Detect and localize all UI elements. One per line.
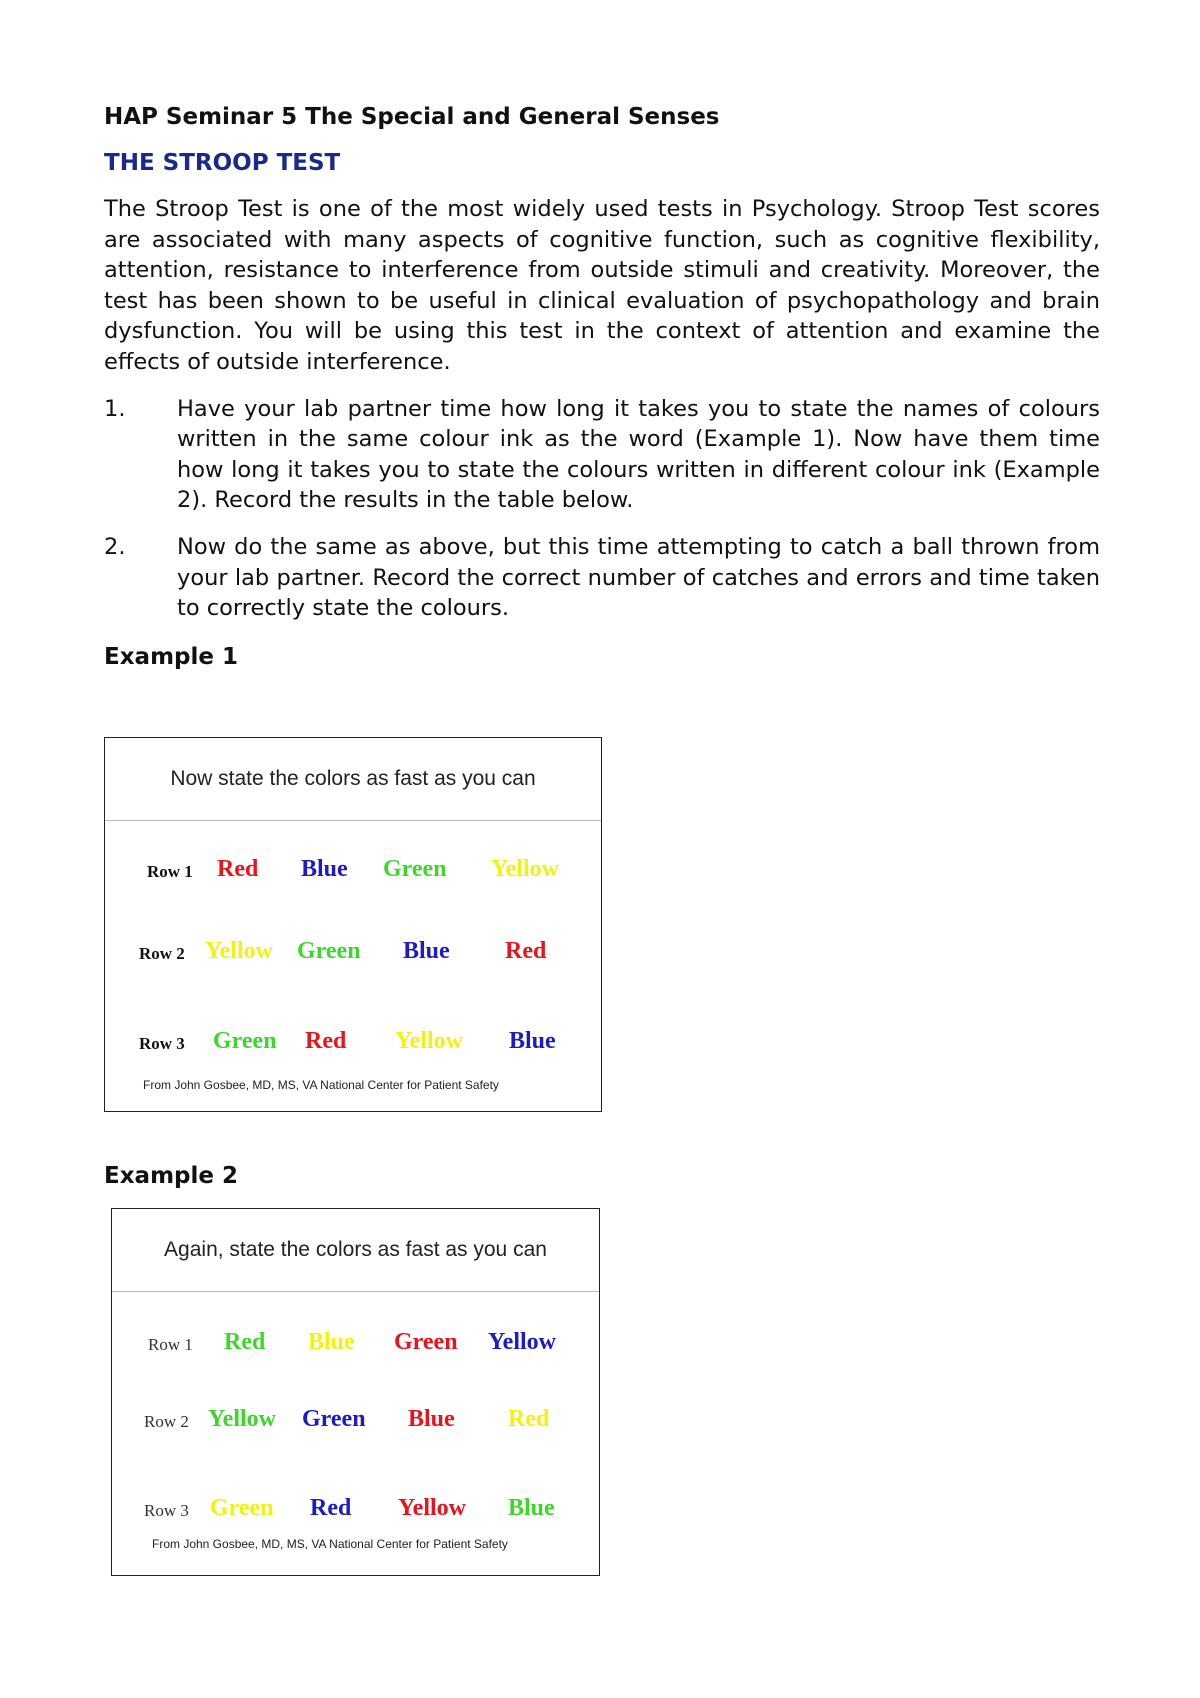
stroop-word: Yellow	[398, 1495, 466, 1521]
row-label: Row 3	[144, 1501, 189, 1520]
stroop-word: Red	[508, 1406, 550, 1432]
stroop-word: Blue	[308, 1329, 355, 1355]
example-2-title: Example 2	[104, 1163, 238, 1189]
stroop-word: Yellow	[208, 1406, 276, 1432]
stroop-word: Blue	[509, 1028, 556, 1054]
stroop-word: Yellow	[488, 1329, 556, 1355]
document-body	[104, 102, 1100, 640]
stroop-word: Green	[302, 1406, 366, 1432]
stroop-word: Green	[213, 1028, 277, 1054]
stroop-example-2-figure	[111, 1208, 600, 1576]
figure-credit: From John Gosbee, MD, MS, VA National Center for Patient Safety	[143, 1078, 499, 1092]
intro-paragraph: The Stroop Test is one of the most widely used tests in Psychology. Stroop Test scores are associated with many aspects of cognitive function, such as cognitive flexibility, attention, resistance to interference from outside stimuli and creativity. Moreover, the test has been shown to be useful in clinical evaluation of psychopathology and brain dysfunction. You will be using this test in the context of attention and examine the effects of outside interference.	[104, 196, 1100, 375]
stroop-word: Red	[224, 1329, 266, 1355]
stroop-word: Yellow	[491, 856, 559, 882]
list-item	[104, 532, 1100, 624]
list-item-text: Have your lab partner time how long it takes you to state the names of colours written in the same colour ink as the word (Example 1). Now have them time how long it takes you to state the colours written in different colour ink (Example 2). Record the results in the table below.	[177, 395, 1100, 514]
page-title: HAP Seminar 5 The Special and General Senses	[104, 104, 720, 130]
stroop-word: Red	[505, 938, 547, 964]
stroop-word: Yellow	[395, 1028, 463, 1054]
list-item-number: 2.	[104, 533, 126, 560]
stroop-word: Red	[310, 1495, 352, 1521]
figure-credit: From John Gosbee, MD, MS, VA National Center for Patient Safety	[152, 1537, 508, 1551]
stroop-word: Red	[305, 1028, 347, 1054]
instruction-list	[104, 394, 1100, 624]
figure-header: Again, state the colors as fast as you can	[112, 1209, 599, 1292]
list-item-text: Now do the same as above, but this time attempting to catch a ball thrown from your lab partner. Record the correct number of catches and errors and time taken to correctly state the colours.	[177, 533, 1100, 622]
row-label: Row 2	[144, 1412, 189, 1431]
stroop-word: Blue	[408, 1406, 455, 1432]
stroop-word: Green	[297, 938, 361, 964]
list-item	[104, 394, 1100, 516]
figure-header: Now state the colors as fast as you can	[105, 738, 601, 821]
stroop-example-1-figure	[104, 737, 602, 1112]
row-label: Row 2	[139, 944, 185, 963]
stroop-word: Blue	[508, 1495, 555, 1521]
stroop-word: Yellow	[205, 938, 273, 964]
section-heading: THE STROOP TEST	[104, 150, 341, 176]
stroop-word: Green	[210, 1495, 274, 1521]
list-item-number: 1.	[104, 395, 126, 422]
stroop-word: Red	[217, 856, 259, 882]
row-label: Row 1	[148, 1335, 193, 1354]
stroop-word: Blue	[301, 856, 348, 882]
row-label: Row 3	[139, 1034, 185, 1053]
example-1-title: Example 1	[104, 644, 238, 670]
stroop-word: Green	[394, 1329, 458, 1355]
stroop-word: Green	[383, 856, 447, 882]
row-label: Row 1	[147, 862, 193, 881]
stroop-word: Blue	[403, 938, 450, 964]
